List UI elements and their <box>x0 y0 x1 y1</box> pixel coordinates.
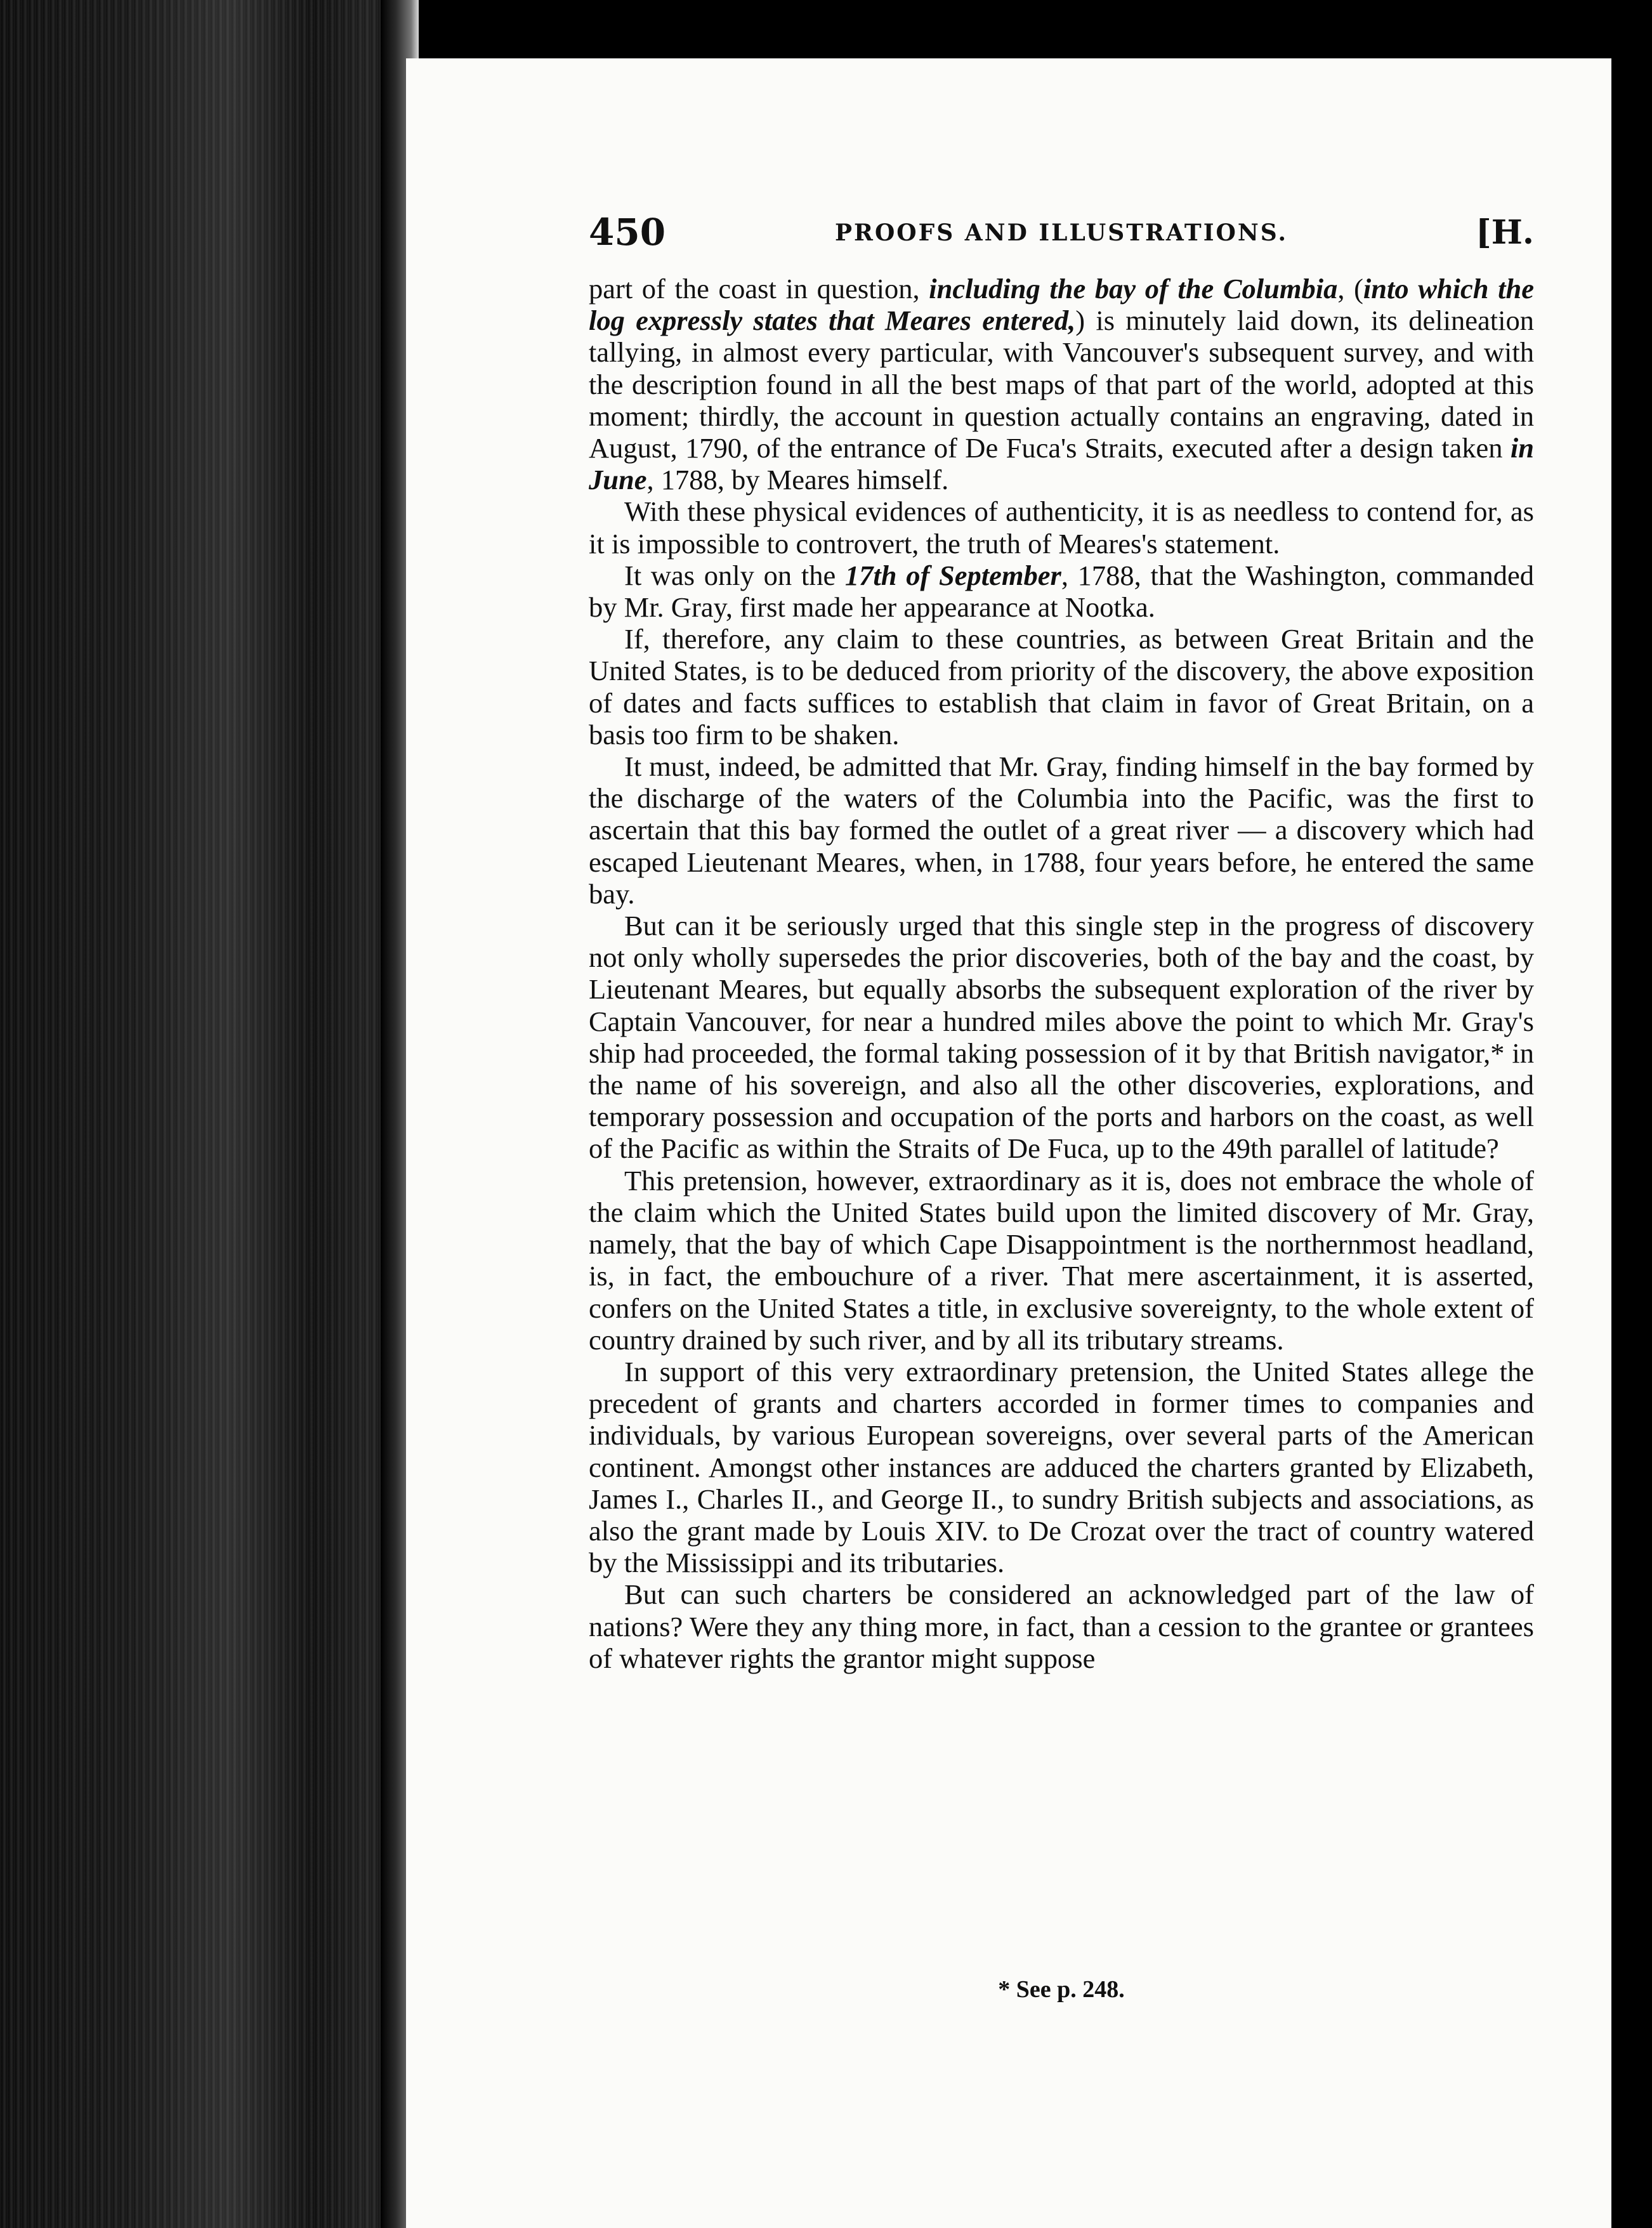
book-binding <box>0 0 419 2228</box>
paragraph <box>589 910 1534 1165</box>
text-run: , ( <box>1337 273 1363 305</box>
italic-run: 17th of September <box>844 559 1061 591</box>
text-run: , 1788, by Meares himself. <box>646 464 949 496</box>
text-run: If, therefore, any claim to these countries, as between Great Britain and the United States, is to be deduced from priority of the discovery, the above exposition of dates and facts suffices to establish that claim in favor of Great Britain, on a basis too firm to be shaken. <box>589 623 1534 750</box>
book-page <box>406 58 1611 2228</box>
text-run: But can such charters be considered an acknowledged part of the law of nations? Were they any thing more, in fact, than a cession to the grantee or grantees of whatever rights the grantor might suppose <box>589 1578 1534 1674</box>
text-run: It must, indeed, be admitted that Mr. Gray, finding himself in the bay formed by the discharge of the waters of the Columbia into the Pacific, was the first to ascertain that this bay formed the outlet of a great river — a discovery which had escaped Lieutenant Meares, when, in 1788, four years before, he entered the same bay. <box>589 750 1534 910</box>
italic-run: in June <box>589 432 1534 496</box>
text-run: With these physical evidences of authenticity, it is as needless to contend for, as it is impossible to controvert, the truth of Meares's statement. <box>589 495 1534 560</box>
text-run: But can it be seriously urged that this single step in the progress of discovery not only wholly supersedes the prior discoveries, both of the bay and the coast, by Lieutenant Meares, but equally absorbs the subsequent exploration of the river by Captain Vancouver, for near a hundred miles above the point to which Mr. Gray's ship had proceeded, the formal taking possession of it by that British navigator,* in the name of his sovereign, and also all the other discoveries, explorations, and temporary possession and occupation of the ports and harbors on the coast, as well of the Pacific as within the Straits of De Fuca, up to the 49th parallel of latitude? <box>589 910 1534 1165</box>
paragraph <box>589 560 1534 623</box>
paragraph <box>589 495 1534 559</box>
footnote: * See p. 248. <box>998 1976 1125 2003</box>
text-run: part of the coast in question, <box>589 273 929 305</box>
body-text <box>589 273 1534 1674</box>
paragraph <box>589 273 1534 495</box>
text-run: ) is minutely laid down, its delineation tallying, in almost every particular, with Vancouver's subsequent survey, and with the description found in all the best maps of that part of the world, adopted at this moment; thirdly, the account in question actually contains an engraving, dated in August, 1790, of the entrance of De Fuca's Straits, executed after a design taken <box>589 305 1534 464</box>
paragraph <box>589 750 1534 910</box>
paragraph <box>589 623 1534 750</box>
paragraph <box>589 1165 1534 1356</box>
text-run: It was only on the <box>624 559 845 591</box>
section-mark: [H. <box>1476 213 1534 252</box>
running-header <box>589 211 1534 255</box>
italic-run: including the bay of the Columbia <box>929 273 1338 305</box>
facing-page-edge <box>1614 0 1652 2228</box>
text-run: In support of this very extraordinary pretension, the United States allege the precedent of grants and charters accorded in former times to companies and individuals, by various European sovereigns, over several parts of the American continent. Amongst other instances are adduced the charters granted by Elizabeth, James I., Charles II., and George II., to sundry British subjects and associations, as also the grant made by Louis XIV. to De Crozat over the tract of country watered by the Mississippi and its tributaries. <box>589 1355 1534 1579</box>
text-run: This pretension, however, extraordinary as it is, does not embrace the whole of the claim which the United States build upon the limited discovery of Mr. Gray, namely, that the bay of which Cape Disappointment is the northernmost headland, is, in fact, the embouchure of a river. That mere ascertainment, it is asserted, confers on the United States a title, in exclusive sovereignty, to the whole extent of country drained by such river, and by all its tributary streams. <box>589 1164 1534 1356</box>
paragraph <box>589 1578 1534 1674</box>
text-run: , 1788, that the Washington, commanded by Mr. Gray, first made her appearance at Nootka. <box>589 559 1534 624</box>
italic-run: into which the log expressly states that Meares entered, <box>589 273 1535 337</box>
running-title: PROOFS AND ILLUSTRATIONS. <box>834 220 1288 246</box>
paragraph <box>589 1356 1534 1578</box>
page-number: 450 <box>589 211 666 254</box>
